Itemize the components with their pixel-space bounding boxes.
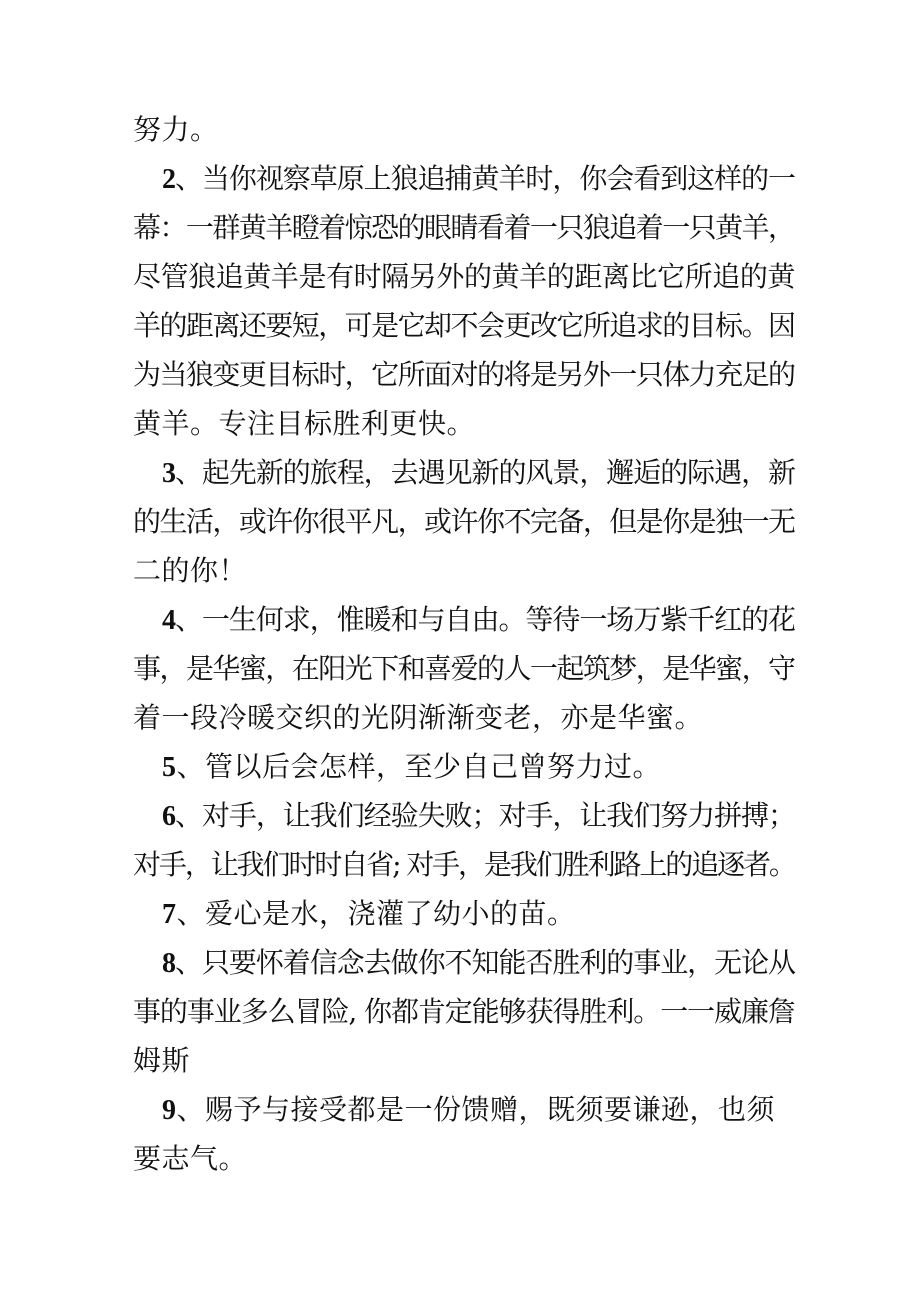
item-4-line-2: 事，是华蜜，在阳光下和喜爱的人一起筑梦，是华蜜，守 [133, 652, 795, 685]
item-text: 、一生何求，惟暖和与自由。等待一场万紫千红的花 [174, 603, 796, 636]
item-3-line-1 [162, 455, 795, 492]
item-9-line-1 [162, 1092, 775, 1129]
item-number: 5 [162, 752, 177, 783]
item-7-line-1 [162, 896, 576, 933]
item-text: 、只要怀着信念去做你不知能否胜利的事业，无论从 [174, 946, 796, 979]
item-text: 、爱心是水，浇灌了幼小的苗。 [176, 897, 576, 930]
item-number: 3 [162, 458, 175, 489]
item-2-line-6: 黄羊。专注目标胜利更快。 [133, 407, 476, 440]
item-text: 、起先新的旅程，去遇见新的风景，邂逅的际遇，新 [174, 456, 796, 489]
item-6-line-1 [162, 798, 795, 835]
item-2-line-2: 幕：一群黄羊瞪着惊恐的眼睛看着一只狼追着一只黄羊， [133, 211, 795, 244]
item-text: 、对手，让我们经验失败；对手，让我们努力拼搏； [174, 799, 796, 832]
item-8-line-1 [162, 945, 795, 982]
item-9-line-2: 要志气。 [133, 1142, 248, 1175]
item-8-line-3: 姆斯 [133, 1044, 191, 1077]
item-number: 7 [162, 899, 177, 930]
item-8-line-2: 事的事业多么冒险, 你都肯定能够获得胜利。一一威廉詹 [133, 995, 795, 1028]
item-number: 4 [162, 605, 175, 636]
item-2-line-3: 尽管狼追黄羊是有时隔另外的黄羊的距离比它所追的黄 [133, 260, 796, 293]
item-2-line-5: 为当狼变更目标时，它所面对的将是另外一只体力充足的 [133, 358, 795, 391]
item-3-line-2: 的生活，或许你很平凡，或许你不完备，但是你是独一无 [133, 505, 795, 538]
item-text: 、管以后会怎样，至少自己曾努力过。 [176, 750, 662, 783]
item-5-line-1 [162, 749, 661, 786]
item-2-line-1 [162, 161, 795, 198]
item-6-line-2: 对手，让我们时时自省; 对手，是我们胜利路上的追逐者。 [133, 848, 795, 881]
item-4-line-3: 着一段冷暖交织的光阴渐渐变老，亦是华蜜。 [133, 701, 704, 734]
item-number: 8 [162, 948, 175, 979]
item-3-line-3: 二的你！ [133, 554, 248, 587]
item-number: 9 [162, 1095, 177, 1126]
item-number: 2 [162, 164, 175, 195]
item-4-line-1 [162, 602, 795, 639]
continuation-line: 努力。 [133, 113, 219, 146]
item-text: 、当你视察草原上狼追捕黄羊时，你会看到这样的一 [174, 162, 796, 195]
item-number: 6 [162, 801, 175, 832]
item-text: 、赐予与接受都是一份馈赠，既须要谦逊，也须 [176, 1093, 776, 1126]
item-2-line-4: 羊的距离还要短，可是它却不会更改它所追求的目标。因 [133, 309, 795, 342]
